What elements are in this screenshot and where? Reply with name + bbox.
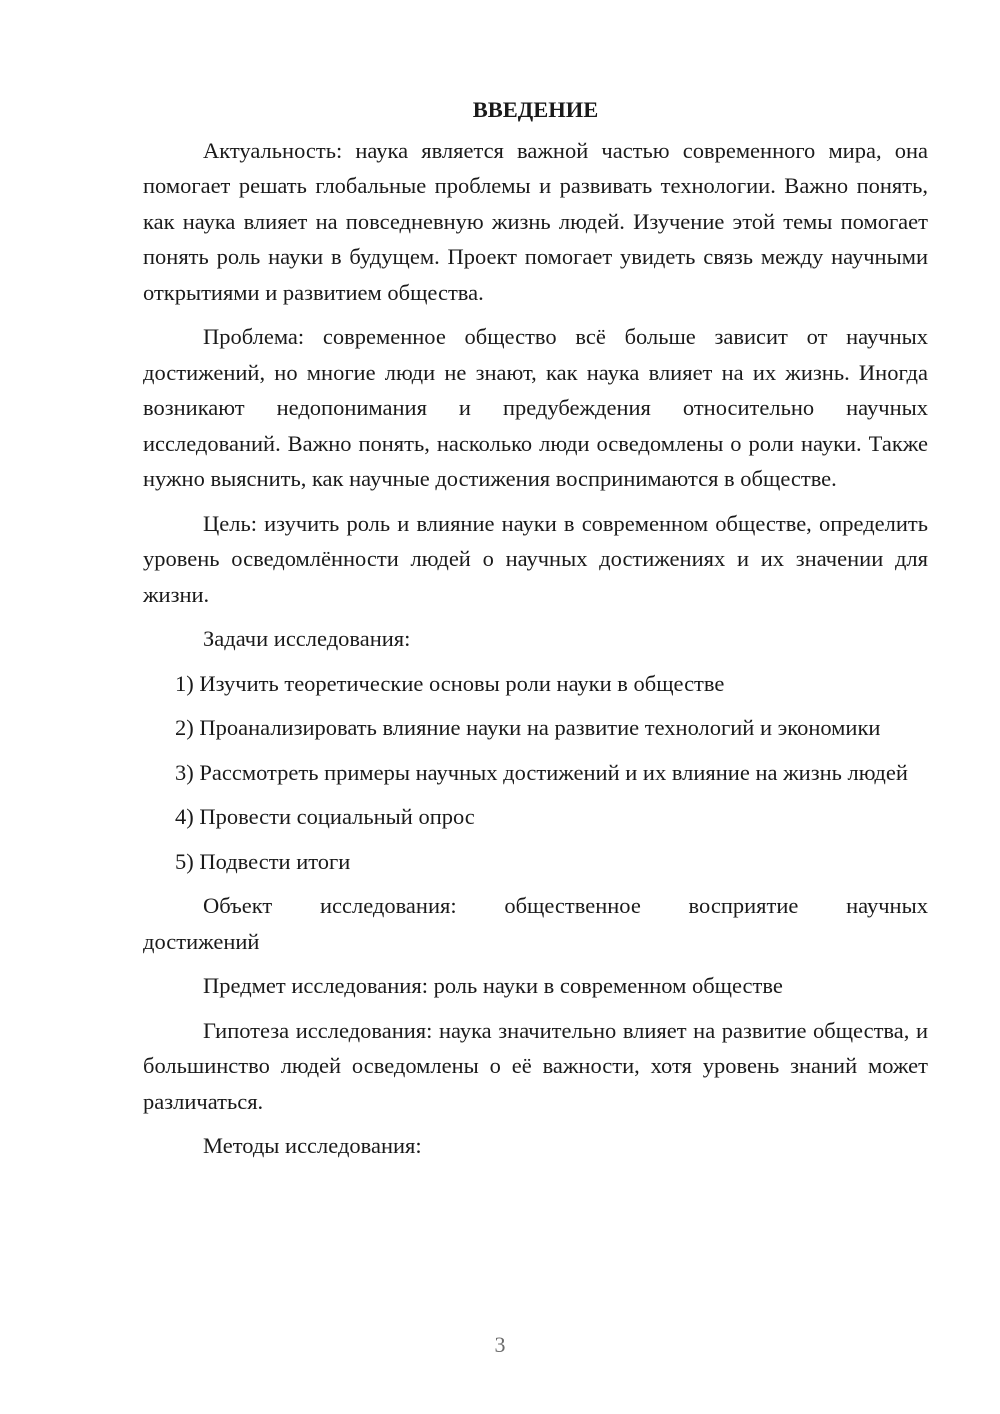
object-word-1: Объект [203,893,273,918]
object-word-2: исследования: [319,893,457,918]
object-word-5: научных [846,893,928,918]
tasks-heading: Задачи исследования: [203,626,411,651]
object-continuation: достижений [143,928,260,954]
task-item-3: 3) Рассмотреть примеры научных достижений и их влияние на жизнь людей [175,759,908,785]
task-item-2: 2) Проанализировать влияние науки на развитие технологий и экономики [175,715,881,740]
object-first-line [143,888,928,924]
hypothesis-paragraph: Гипотеза исследования: наука значительно влияет на развитие общества, и большинство людей осведомлены о её важности, хотя уровень знаний может различаться. [143,1017,928,1114]
task-item-5: 5) Подвести итоги [175,848,351,874]
task-item-4: 4) Провести социальный опрос [175,804,475,829]
page-title: ВВЕДЕНИЕ [472,97,599,122]
problem-paragraph: Проблема: современное общество всё больше зависит от научных достижений, но многие люди не знают, как наука влияет на их жизнь. Иногда возникают недопонимания и предубеждения относительно научных исследований. Важно понять, насколько люди осведомлены о роли науки. Также нужно выяснить, как научные достижения воспринимаются в обществе. [143,324,928,491]
goal-paragraph: Цель: изучить роль и влияние науки в современном обществе, определить уровень осведомлённости людей о научных достижениях и их значении для жизни. [143,510,928,607]
task-item-1: 1) Изучить теоретические основы роли науки в обществе [175,670,725,696]
subject-paragraph: Предмет исследования: роль науки в современном обществе [203,973,783,998]
relevance-paragraph: Актуальность: наука является важной частью современного мира, она помогает решать глобальные проблемы и развивать технологии. Важно понять, как наука влияет на повседневную жизнь людей. Изучение этой темы помогает понять роль науки в будущем. Проект помогает увидеть связь между научными открытиями и развитием общества. [143,137,928,305]
methods-heading: Методы исследования: [203,1133,422,1158]
object-paragraph [143,888,928,959]
object-word-4: восприятие [688,893,799,918]
object-word-3: общественное [504,893,641,918]
page-number: 3 [494,1332,506,1357]
page-content [143,92,928,1173]
